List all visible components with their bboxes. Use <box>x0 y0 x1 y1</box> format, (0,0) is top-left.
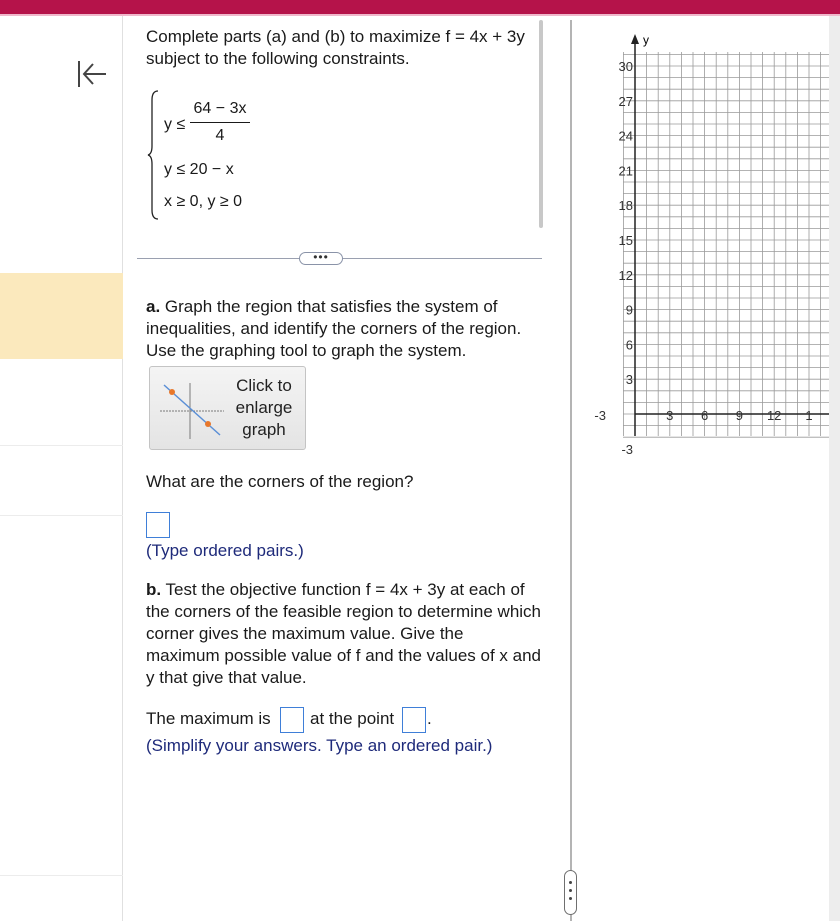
question-list-divider <box>0 515 123 516</box>
y-tick-label: 3 <box>625 372 633 388</box>
top-accent-bar <box>0 0 840 14</box>
corners-question: What are the corners of the region? <box>146 472 414 491</box>
collapse-left-icon <box>76 58 108 90</box>
pane-splitter[interactable] <box>570 20 572 921</box>
collapse-pane-button[interactable] <box>74 56 110 92</box>
split-handle-icon[interactable] <box>564 870 577 915</box>
x-tick-label: 6 <box>700 408 709 423</box>
x-tick-label: 12 <box>766 408 782 423</box>
x-tick-label: 1 <box>805 408 813 423</box>
graph-grid <box>623 52 840 437</box>
y-tick-label: 18 <box>618 198 633 214</box>
enlarge-graph-label: Click to enlarge graph <box>235 376 293 439</box>
max-prefix: The maximum is <box>146 709 271 728</box>
left-brace-icon <box>146 88 160 222</box>
y-tick-label: 30 <box>618 59 633 74</box>
part-a-text <box>146 296 541 362</box>
x-tick-label: 9 <box>735 408 744 423</box>
y-tick-label: 6 <box>625 337 633 353</box>
y-tick-labels <box>619 59 633 457</box>
part-a-instructions: Graph the region that satisfies the system of inequalities, and identify the corners of the region. Use the graphing tool to graph the system. <box>146 297 522 360</box>
graph-thumbnail-icon <box>156 379 226 441</box>
y-tick-label: 12 <box>618 267 633 283</box>
part-b-label: b. <box>146 580 162 599</box>
question-list-divider <box>0 875 123 876</box>
maximum-answer-line <box>146 709 271 729</box>
max-middle-text: at the point <box>310 709 395 728</box>
y-tick-label: 21 <box>618 163 633 179</box>
fraction-bar <box>190 122 250 123</box>
constraint-3: x ≥ 0, y ≥ 0 <box>164 193 243 210</box>
fraction-numerator: 64 − 3x <box>193 100 247 117</box>
top-accent-line <box>0 14 840 16</box>
enlarge-graph-button[interactable] <box>149 366 306 450</box>
question-scrollbar[interactable] <box>539 20 543 228</box>
left-navigation-pane <box>0 16 123 921</box>
constraint-1-fraction <box>190 98 250 146</box>
x-tick-labels <box>594 408 812 423</box>
y-tick-label: 27 <box>618 93 633 109</box>
y-axis-label: y <box>643 33 649 47</box>
maximum-point-input[interactable] <box>402 707 426 733</box>
x-tick-label: -3 <box>594 408 606 423</box>
part-b-text <box>146 579 541 689</box>
y-tick-label: 15 <box>618 233 633 248</box>
maximum-value-input[interactable] <box>280 707 304 733</box>
part-a-label: a. <box>146 297 161 316</box>
fraction-denominator: 4 <box>215 127 225 144</box>
question-list-divider <box>0 445 123 446</box>
part-b-instructions: Test the objective function f = 4x + 3y at each of the corners of the feasible region to determine which corner gives the maximum value. Give the maximum possible value of f and the values of x and y that give that value. <box>146 580 542 687</box>
current-question-highlight[interactable] <box>0 273 123 359</box>
y-axis-arrow-icon <box>631 34 639 44</box>
corners-answer-input[interactable] <box>146 512 170 538</box>
right-pane-scrollbar[interactable] <box>829 16 840 921</box>
constraint-1-lhs: y ≤ <box>164 116 186 133</box>
more-dots-icon[interactable]: ••• <box>299 252 343 265</box>
constraint-system <box>146 88 286 222</box>
y-tick-label: 9 <box>625 302 633 318</box>
maximum-hint: (Simplify your answers. Type an ordered pair.) <box>146 736 493 755</box>
x-tick-label: 3 <box>666 408 674 423</box>
corners-hint: (Type ordered pairs.) <box>146 541 304 560</box>
coordinate-graph[interactable] <box>590 22 840 457</box>
y-tick-label: -3 <box>621 441 633 457</box>
max-suffix: . <box>427 709 432 728</box>
constraint-2: y ≤ 20 − x <box>164 161 234 178</box>
y-tick-label: 24 <box>618 128 633 144</box>
question-intro: Complete parts (a) and (b) to maximize f = 4x + 3y subject to the following constraints. <box>146 27 525 68</box>
